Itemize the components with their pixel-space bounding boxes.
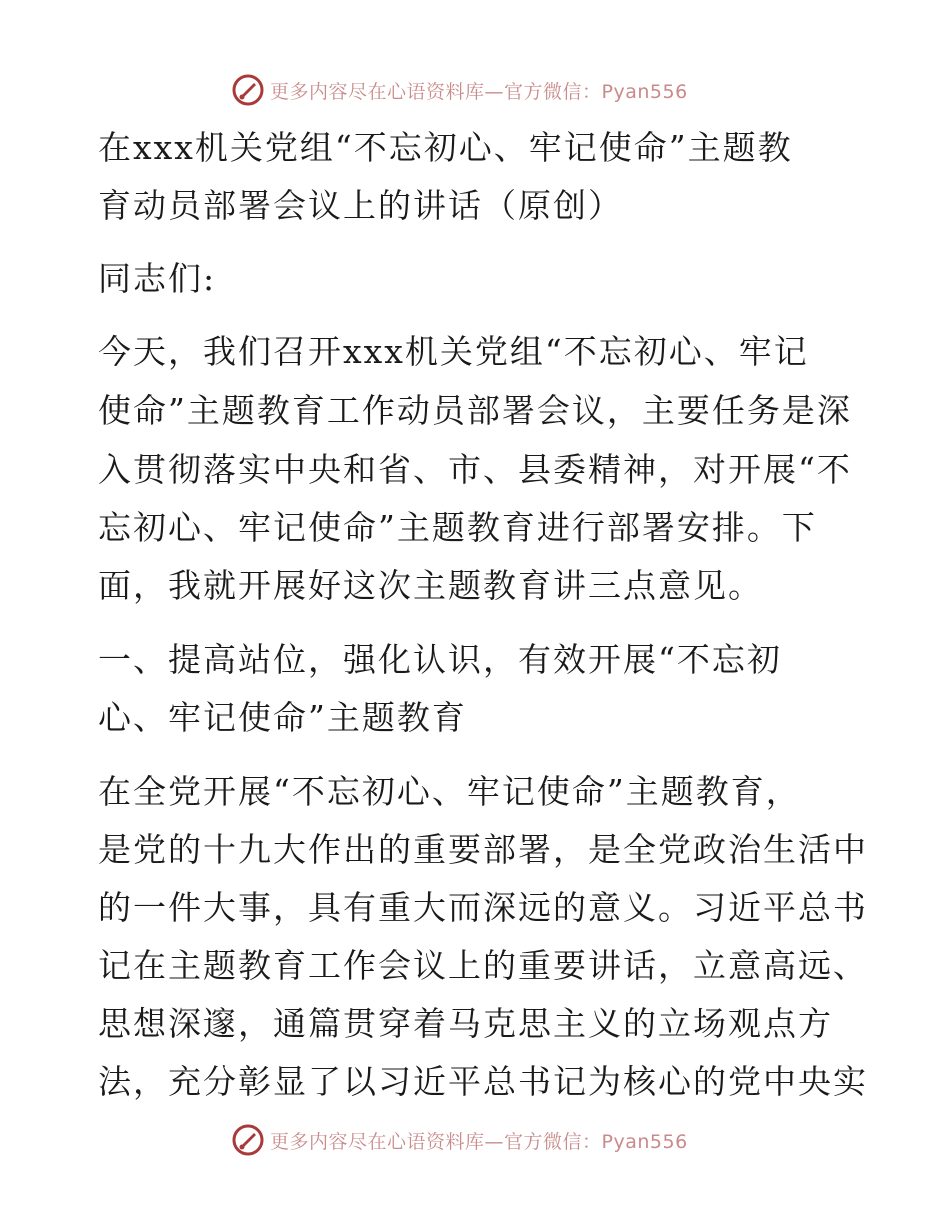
para2-line-1: 在全党开展“不忘初心、牢记使命”主题教育， — [98, 772, 801, 811]
para2-line-6: 法，充分彰显了以习近平总书记为核心的党中央实 — [98, 1062, 868, 1101]
para1-line-2: 使命”主题教育工作动员部署会议，主要任务是深 — [98, 391, 852, 430]
heading1-line-2: 心、牢记使命”主题教育 — [98, 698, 467, 737]
banner-text: 更多内容尽在心语资料库—官方微信：Pyan556 — [270, 1130, 688, 1153]
title-line-2: 育动员部署会议上的讲话（原创） — [98, 186, 623, 225]
para1-line-4: 忘初心、牢记使命”主题教育进行部署安排。下 — [98, 508, 817, 547]
para2-line-4: 记在主题教育工作会议上的重要讲话，立意高远、 — [98, 946, 868, 985]
para2-line-2: 是党的十九大作出的重要部署，是全党政治生活中 — [98, 830, 868, 869]
salutation: 同志们: — [98, 259, 217, 298]
footer-watermark-banner — [232, 1123, 688, 1157]
heading1-line-1: 一、提高站位，强化认识，有效开展“不忘初 — [98, 640, 782, 679]
logo-icon — [232, 74, 264, 106]
para2-line-5: 思想深邃，通篇贯穿着马克思主义的立场观点方 — [98, 1004, 833, 1043]
para1-line-5: 面，我就开展好这次主题教育讲三点意见。 — [98, 566, 763, 605]
para2-line-3: 的一件大事，具有重大而深远的意义。习近平总书 — [98, 888, 868, 927]
para1-line-3: 入贯彻落实中央和省、市、县委精神，对开展“不 — [98, 450, 852, 489]
title-line-1: 在xxx机关党组“不忘初心、牢记使命”主题教 — [98, 128, 793, 167]
banner-text: 更多内容尽在心语资料库—官方微信：Pyan556 — [270, 80, 688, 103]
header-watermark-banner — [232, 73, 688, 107]
logo-icon — [232, 1124, 264, 1156]
para1-line-1: 今天，我们召开xxx机关党组“不忘初心、牢记 — [98, 332, 809, 371]
